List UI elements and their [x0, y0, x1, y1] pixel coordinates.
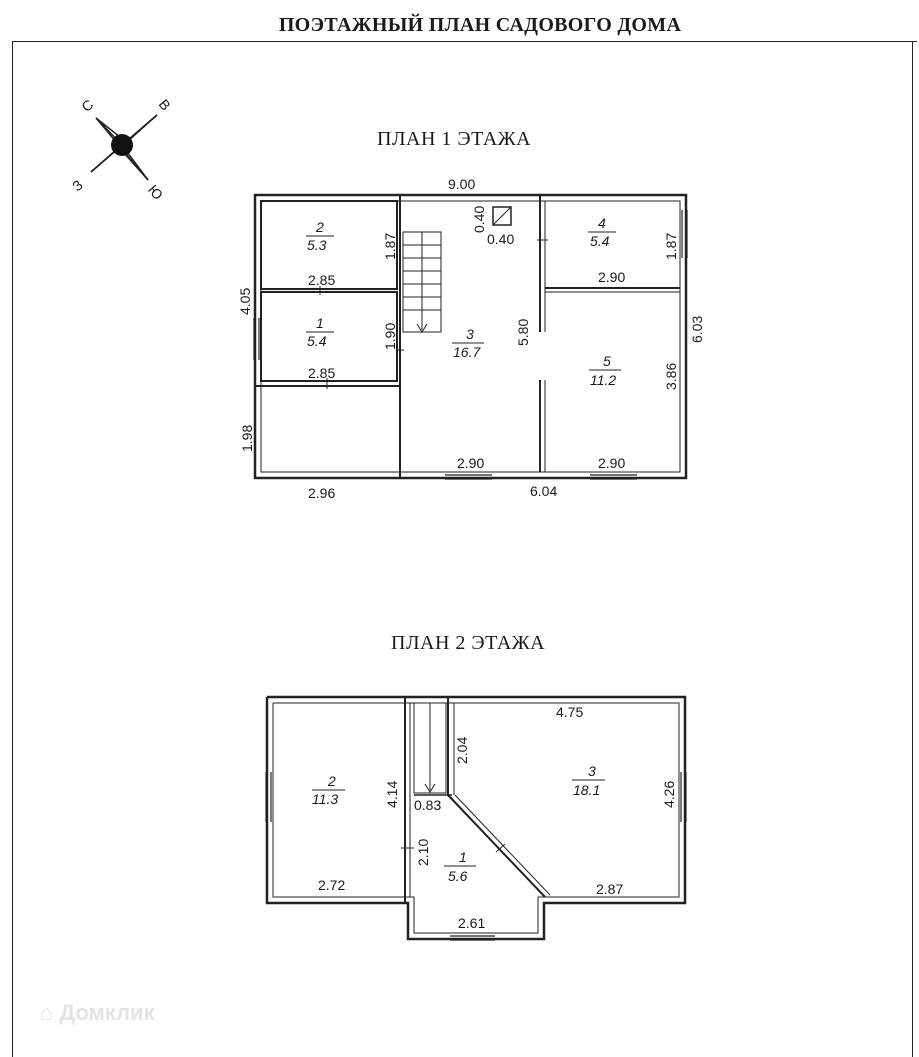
compass-east: В — [155, 96, 174, 114]
room-area: 5.3 — [307, 237, 327, 253]
floor1-chimney-diagonal — [493, 207, 511, 225]
dim-room2-width: 2.72 — [318, 877, 346, 893]
dim-porch-width: 2.96 — [308, 485, 336, 501]
house-icon: ⌂ — [40, 1000, 54, 1025]
watermark — [40, 1000, 155, 1026]
floor1-title: ПЛАН 1 ЭТАЖА — [377, 128, 532, 150]
compass-south: Ю — [144, 181, 167, 203]
compass-center-icon — [111, 134, 133, 156]
dim-room3-height: 4.26 — [661, 780, 677, 808]
compass-west: З — [69, 176, 86, 195]
room-area: 18.1 — [573, 782, 601, 798]
room-number: 1 — [459, 849, 467, 865]
dim-room2-height: 1.87 — [382, 232, 398, 260]
floor1-door-ticks — [320, 240, 548, 389]
floor2-room-labels — [312, 763, 605, 884]
dim-right-height: 6.03 — [689, 315, 705, 343]
dim-hall-height: 5.80 — [515, 318, 531, 346]
floor2-outer-wall — [267, 697, 685, 939]
room-area: 11.3 — [312, 791, 339, 807]
room-number: 1 — [316, 315, 324, 331]
dim-room2-width: 2.85 — [308, 272, 336, 288]
dim-left-height: 4.05 — [237, 287, 253, 315]
dim-hall-width: 2.90 — [457, 455, 485, 471]
dim-landing-width: 0.83 — [414, 797, 442, 813]
dim-hall-height: 2.10 — [415, 838, 431, 866]
room-number: 3 — [588, 763, 596, 779]
room-area: 16.7 — [453, 344, 481, 360]
room-area: 5.4 — [590, 233, 610, 249]
room-number: 4 — [598, 215, 606, 231]
room-number: 5 — [603, 353, 611, 369]
dim-stair-height: 2.04 — [454, 736, 470, 764]
room-number: 3 — [466, 326, 474, 342]
dim-porch-height: 1.98 — [239, 424, 255, 452]
room-area: 5.6 — [448, 868, 468, 884]
room-number: 2 — [328, 773, 336, 789]
floor1-room-labels — [306, 215, 621, 388]
floor1-stairs — [403, 232, 441, 332]
room-area: 5.4 — [307, 333, 327, 349]
dim-room5-width: 2.90 — [598, 455, 626, 471]
dim-hall-width: 2.61 — [458, 915, 486, 931]
compass-rose — [69, 96, 174, 203]
floor2-plan — [266, 697, 686, 940]
document-title: ПОЭТАЖНЫЙ ПЛАН САДОВОГО ДОМА — [278, 14, 682, 36]
dim-room3-width: 4.75 — [556, 704, 584, 720]
dim-room3-bottom-width: 2.87 — [596, 881, 624, 897]
dim-room4-width: 2.90 — [598, 269, 626, 285]
dim-room2-height: 4.14 — [384, 780, 400, 808]
dim-room4-height: 1.87 — [663, 232, 679, 260]
room-area: 11.2 — [590, 372, 617, 388]
floor2-title: ПЛАН 2 ЭТАЖА — [391, 632, 546, 654]
dim-total-width: 9.00 — [448, 176, 476, 192]
dim-room5-height: 3.86 — [663, 362, 679, 390]
dim-room1-width: 2.85 — [308, 365, 336, 381]
dim-bottom-width: 6.04 — [530, 483, 558, 499]
dim-stair-void-h: 0.40 — [471, 205, 487, 233]
dim-room1-height: 1.90 — [382, 322, 398, 350]
watermark-text: Домклик — [59, 1000, 155, 1025]
dim-stair-void-w: 0.40 — [487, 231, 515, 247]
compass-north: С — [78, 96, 97, 115]
room-number: 2 — [316, 219, 324, 235]
floor2-outer-wall-inner — [273, 703, 679, 933]
